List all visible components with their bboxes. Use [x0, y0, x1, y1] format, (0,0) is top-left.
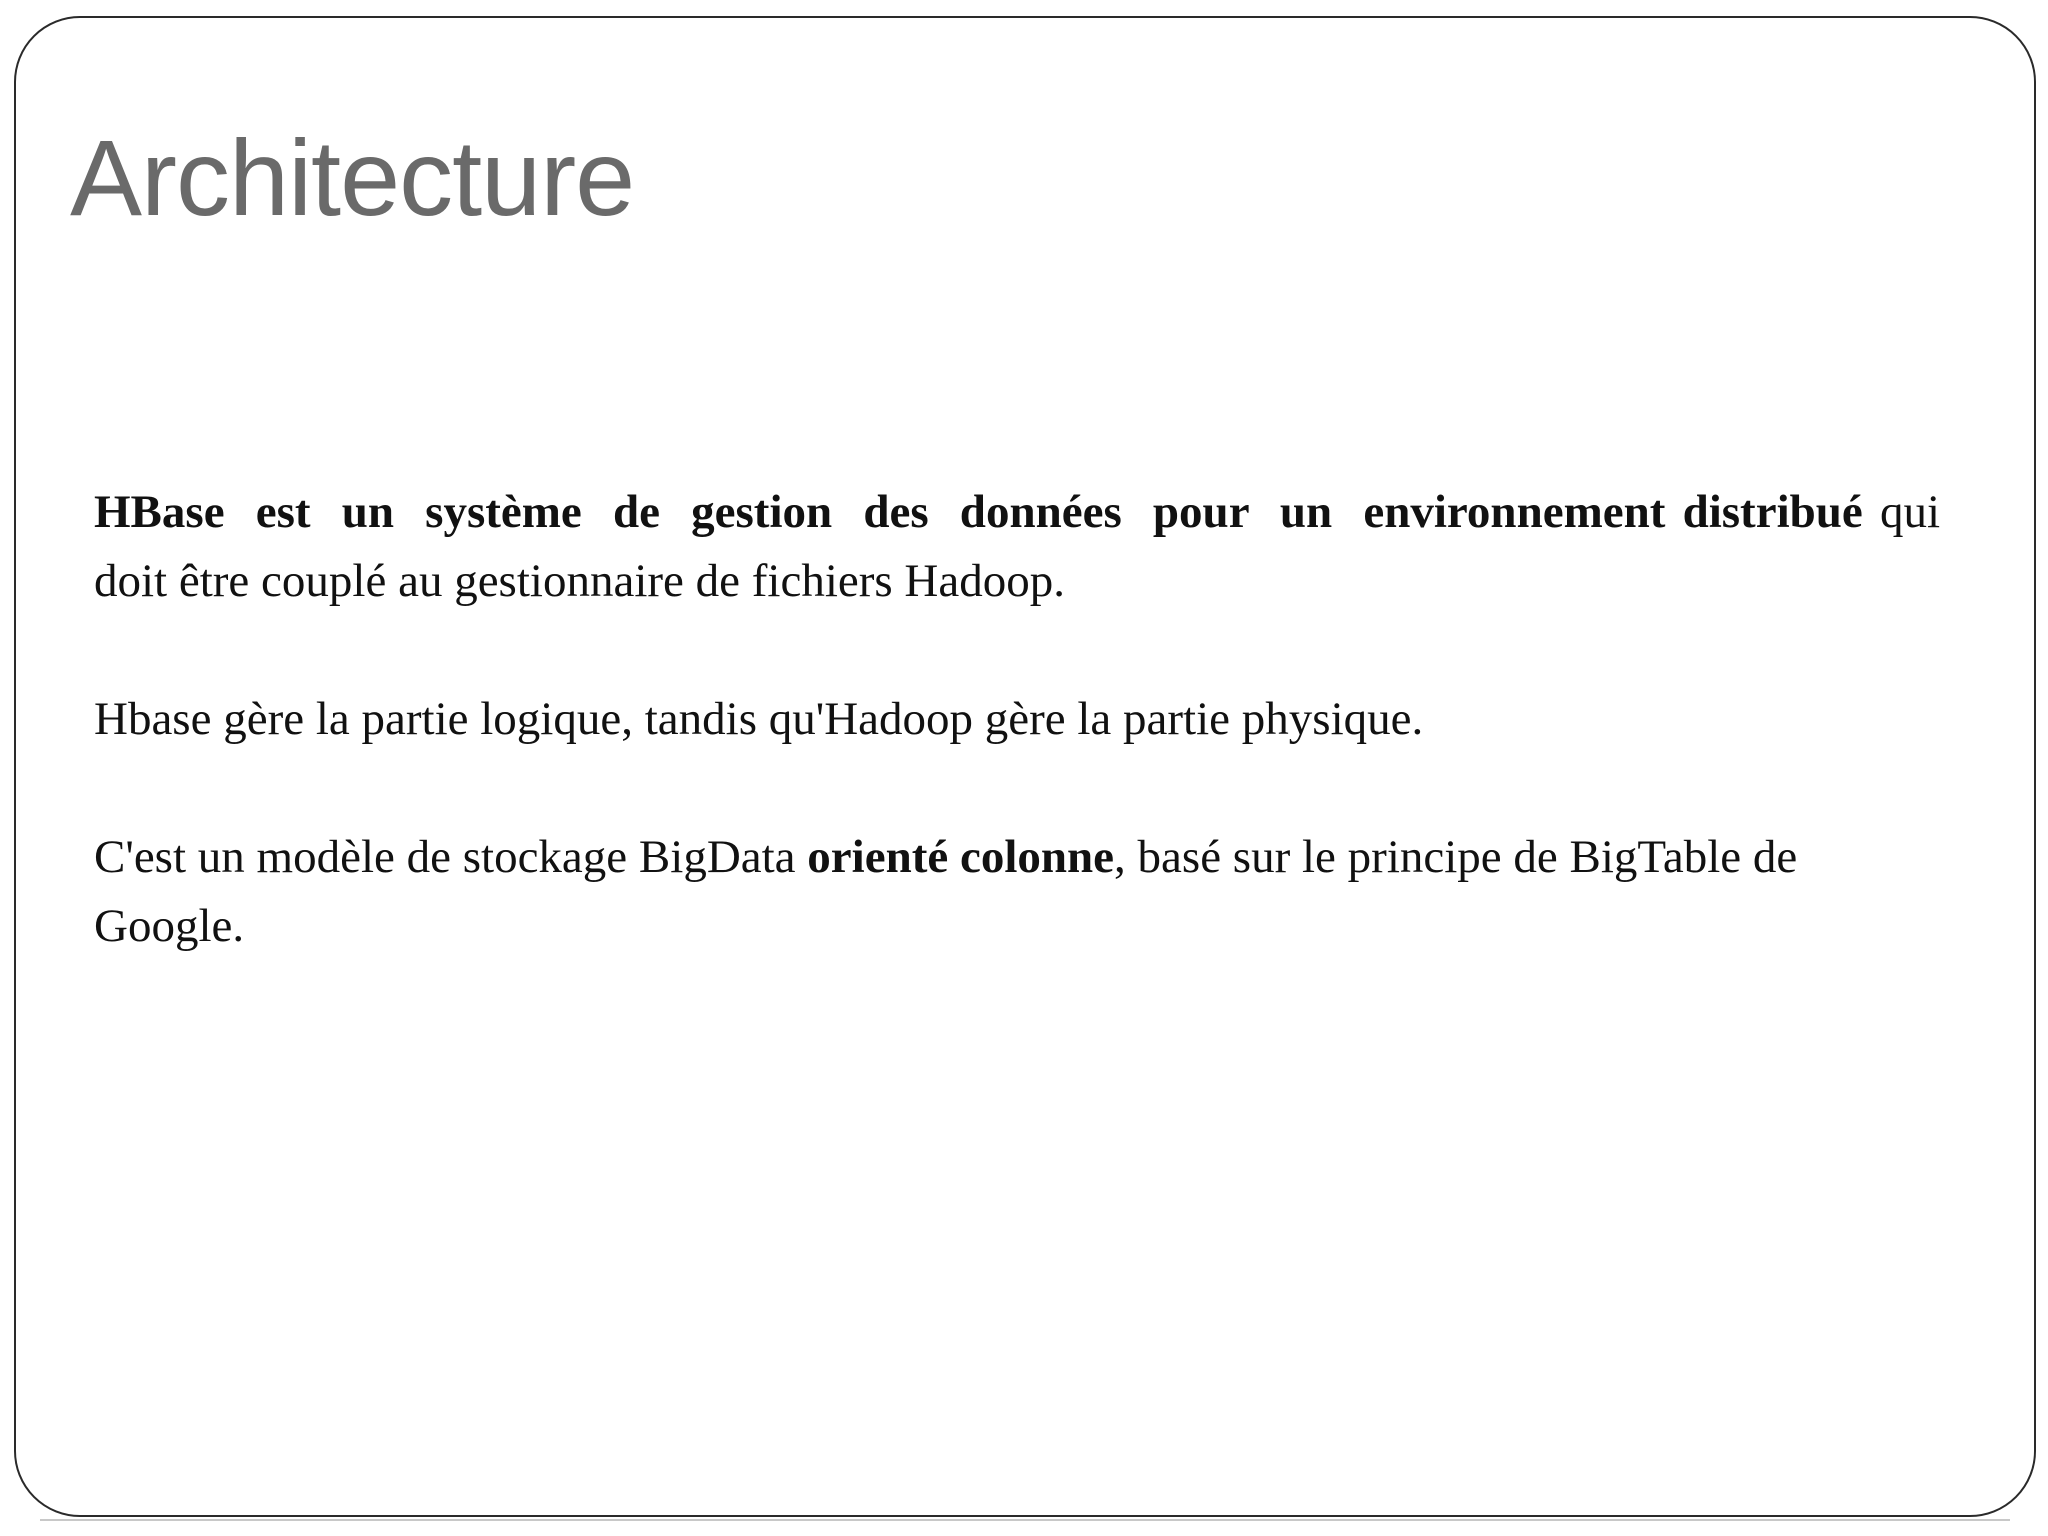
paragraph-column-model [94, 823, 1940, 961]
paragraph-after-text: , basé sur le principe de BigTable de Google. [94, 831, 1798, 952]
slide-title: Architecture [70, 117, 635, 238]
bold-oriente-colonne-text: orienté colonne [807, 831, 1115, 883]
bold-lead-text: HBase est un système de gestion des données pour un environnement [94, 486, 1666, 538]
paragraph-spacer [94, 754, 1940, 823]
slide-shadow-line [40, 1519, 2010, 1521]
bold-distribue-text: distribué [1682, 486, 1863, 538]
slide-body [94, 478, 1940, 961]
paragraph-hbase-definition [94, 478, 1940, 616]
paragraph-rest-text: qui doit être couplé au gestionnaire de fichiers Hadoop. [94, 486, 1941, 607]
paragraph-spacer [94, 616, 1940, 685]
paragraph-logical-physical: Hbase gère la partie logique, tandis qu'Hadoop gère la partie physique. [94, 693, 1424, 745]
paragraph-before-text: C'est un modèle de stockage BigData [94, 831, 808, 883]
